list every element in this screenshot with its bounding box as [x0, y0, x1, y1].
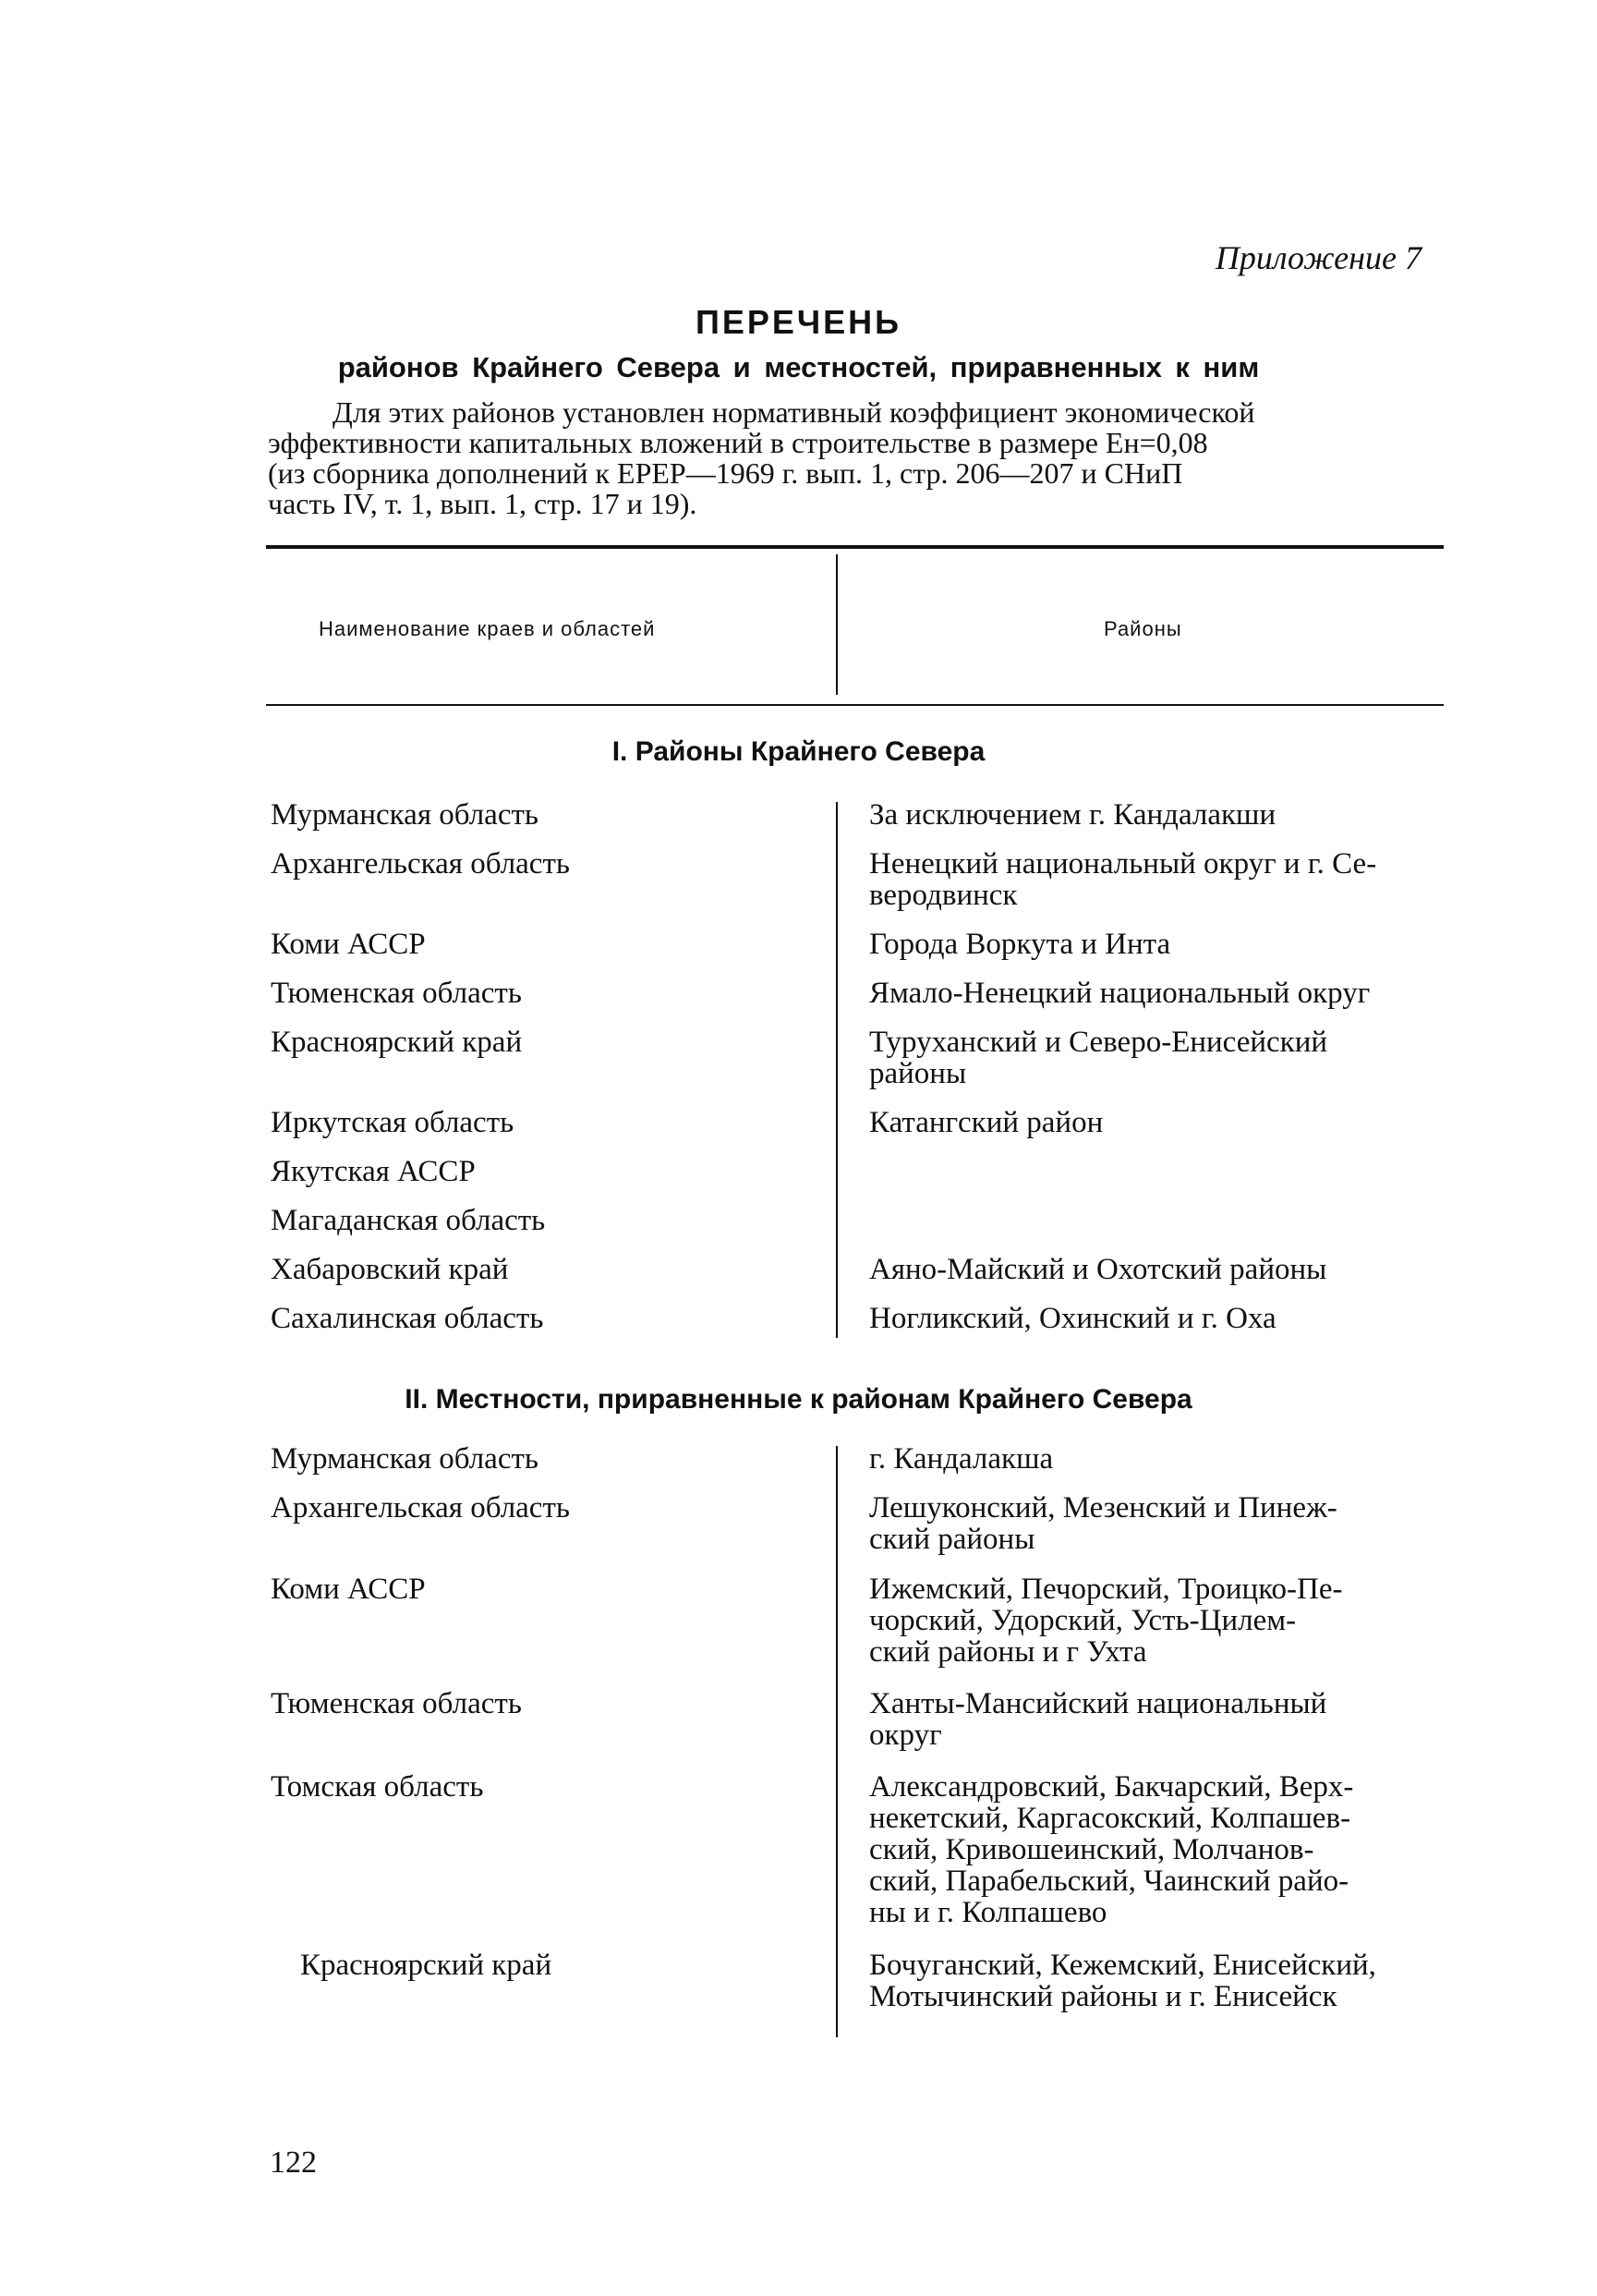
region-name: Мурманская область — [271, 1442, 538, 1476]
region-name: Томская область — [271, 1770, 484, 1804]
intro-line: (из сборника дополнений к ЕРЕР—1969 г. вып. 1, стр. 206—207 и СНиП — [268, 456, 1183, 490]
district-line: Александровский, Бакчарский, Верх- — [869, 1770, 1354, 1804]
region-name: Сахалинская область — [271, 1302, 544, 1335]
section-1-column-divider — [836, 802, 838, 1338]
district-line: Ижемский, Печорский, Троицко-Пе- — [869, 1573, 1343, 1606]
document-title: ПЕРЕЧЕНЬ — [695, 303, 902, 341]
district-text — [869, 1254, 1597, 1285]
district-text — [869, 1573, 1597, 1668]
district-text — [869, 978, 1597, 1009]
district-line: ский районы и г Ухта — [869, 1635, 1147, 1669]
region-name: Иркутская область — [271, 1106, 514, 1139]
column-header-regions: Наименование краев и областей — [319, 617, 656, 640]
page-number: 122 — [270, 2145, 317, 2180]
district-text — [869, 1027, 1597, 1089]
district-text — [869, 929, 1597, 960]
district-text — [869, 1492, 1597, 1555]
district-line: чорский, Удорский, Усть-Цилем- — [869, 1604, 1297, 1637]
district-line: ский районы — [869, 1523, 1035, 1556]
district-line: ны и г. Колпашево — [869, 1896, 1107, 1929]
district-line: Мотычинский районы и г. Енисейск — [869, 1980, 1337, 2013]
district-line: районы — [869, 1057, 967, 1090]
table-top-rule — [266, 545, 1444, 549]
intro-paragraph — [268, 397, 1450, 519]
district-line: За исключением г. Кандалакши — [869, 798, 1276, 832]
district-text — [869, 848, 1597, 911]
district-line: Города Воркута и Инта — [869, 928, 1171, 961]
region-name: Магаданская область — [271, 1204, 546, 1237]
district-line: Ямало-Ненецкий национальный округ — [869, 977, 1371, 1010]
region-name: Якутская АССР — [271, 1155, 476, 1188]
section-2-title: II. Местности, приравненные к районам Крайнего Севера — [405, 1384, 1192, 1415]
intro-line: часть IV, т. 1, вып. 1, стр. 17 и 19). — [268, 487, 697, 520]
district-line: г. Кандалакша — [869, 1442, 1054, 1476]
region-name: Архангельская область — [271, 1491, 570, 1525]
district-line: веродвинск — [869, 879, 1018, 912]
district-line: Ханты-Мансийский национальный — [869, 1687, 1327, 1720]
district-line: Аяно-Майский и Охотский районы — [869, 1253, 1327, 1286]
district-line: Бочуганский, Кежемский, Енисейский, — [869, 1949, 1376, 1982]
district-text — [869, 1950, 1597, 2012]
district-line: Катангский район — [869, 1106, 1104, 1139]
district-line: ский, Парабельский, Чаинский райо- — [869, 1865, 1349, 1898]
district-line: Ненецкий национальный округ и г. Се- — [869, 847, 1377, 881]
section-1-title: I. Районы Крайнего Севера — [611, 736, 986, 767]
document-subtitle: районов Крайнего Севера и местностей, приравненных к ним — [337, 351, 1260, 383]
column-header-districts: Районы — [1104, 617, 1182, 640]
district-text — [869, 1107, 1597, 1138]
region-name: Тюменская область — [271, 977, 522, 1010]
region-name: Хабаровский край — [271, 1253, 509, 1286]
region-name: Мурманская область — [271, 798, 538, 832]
region-name: Коми АССР — [271, 928, 426, 961]
district-text — [869, 1303, 1597, 1334]
district-text — [869, 1688, 1597, 1751]
intro-line: эффективности капитальных вложений в строительстве в размере Eн=0,08 — [268, 426, 1208, 459]
district-line: ский, Кривошеинский, Молчанов- — [869, 1833, 1314, 1866]
appendix-label: Приложение 7 — [1215, 239, 1422, 276]
district-line: округ — [869, 1719, 942, 1752]
region-name: Красноярский край — [271, 1026, 523, 1059]
region-name: Коми АССР — [271, 1573, 426, 1606]
district-line: Туруханский и Северо-Енисейский — [869, 1026, 1328, 1059]
intro-line: Для этих районов установлен нормативный коэффициент экономической — [333, 395, 1255, 429]
region-name: Красноярский край — [300, 1949, 552, 1982]
region-name: Тюменская область — [271, 1687, 522, 1720]
district-text — [869, 799, 1597, 831]
district-line: Лешуконский, Мезенский и Пинеж- — [869, 1491, 1337, 1525]
district-line: Ногликский, Охинский и г. Оха — [869, 1302, 1276, 1335]
district-text — [869, 1771, 1597, 1928]
header-column-divider — [836, 554, 838, 695]
region-name: Архангельская область — [271, 847, 570, 881]
district-line: некетский, Каргасокский, Колпашев- — [869, 1802, 1351, 1835]
district-text — [869, 1443, 1597, 1475]
section-2-column-divider — [836, 1446, 838, 2037]
table-header-rule — [266, 704, 1444, 706]
